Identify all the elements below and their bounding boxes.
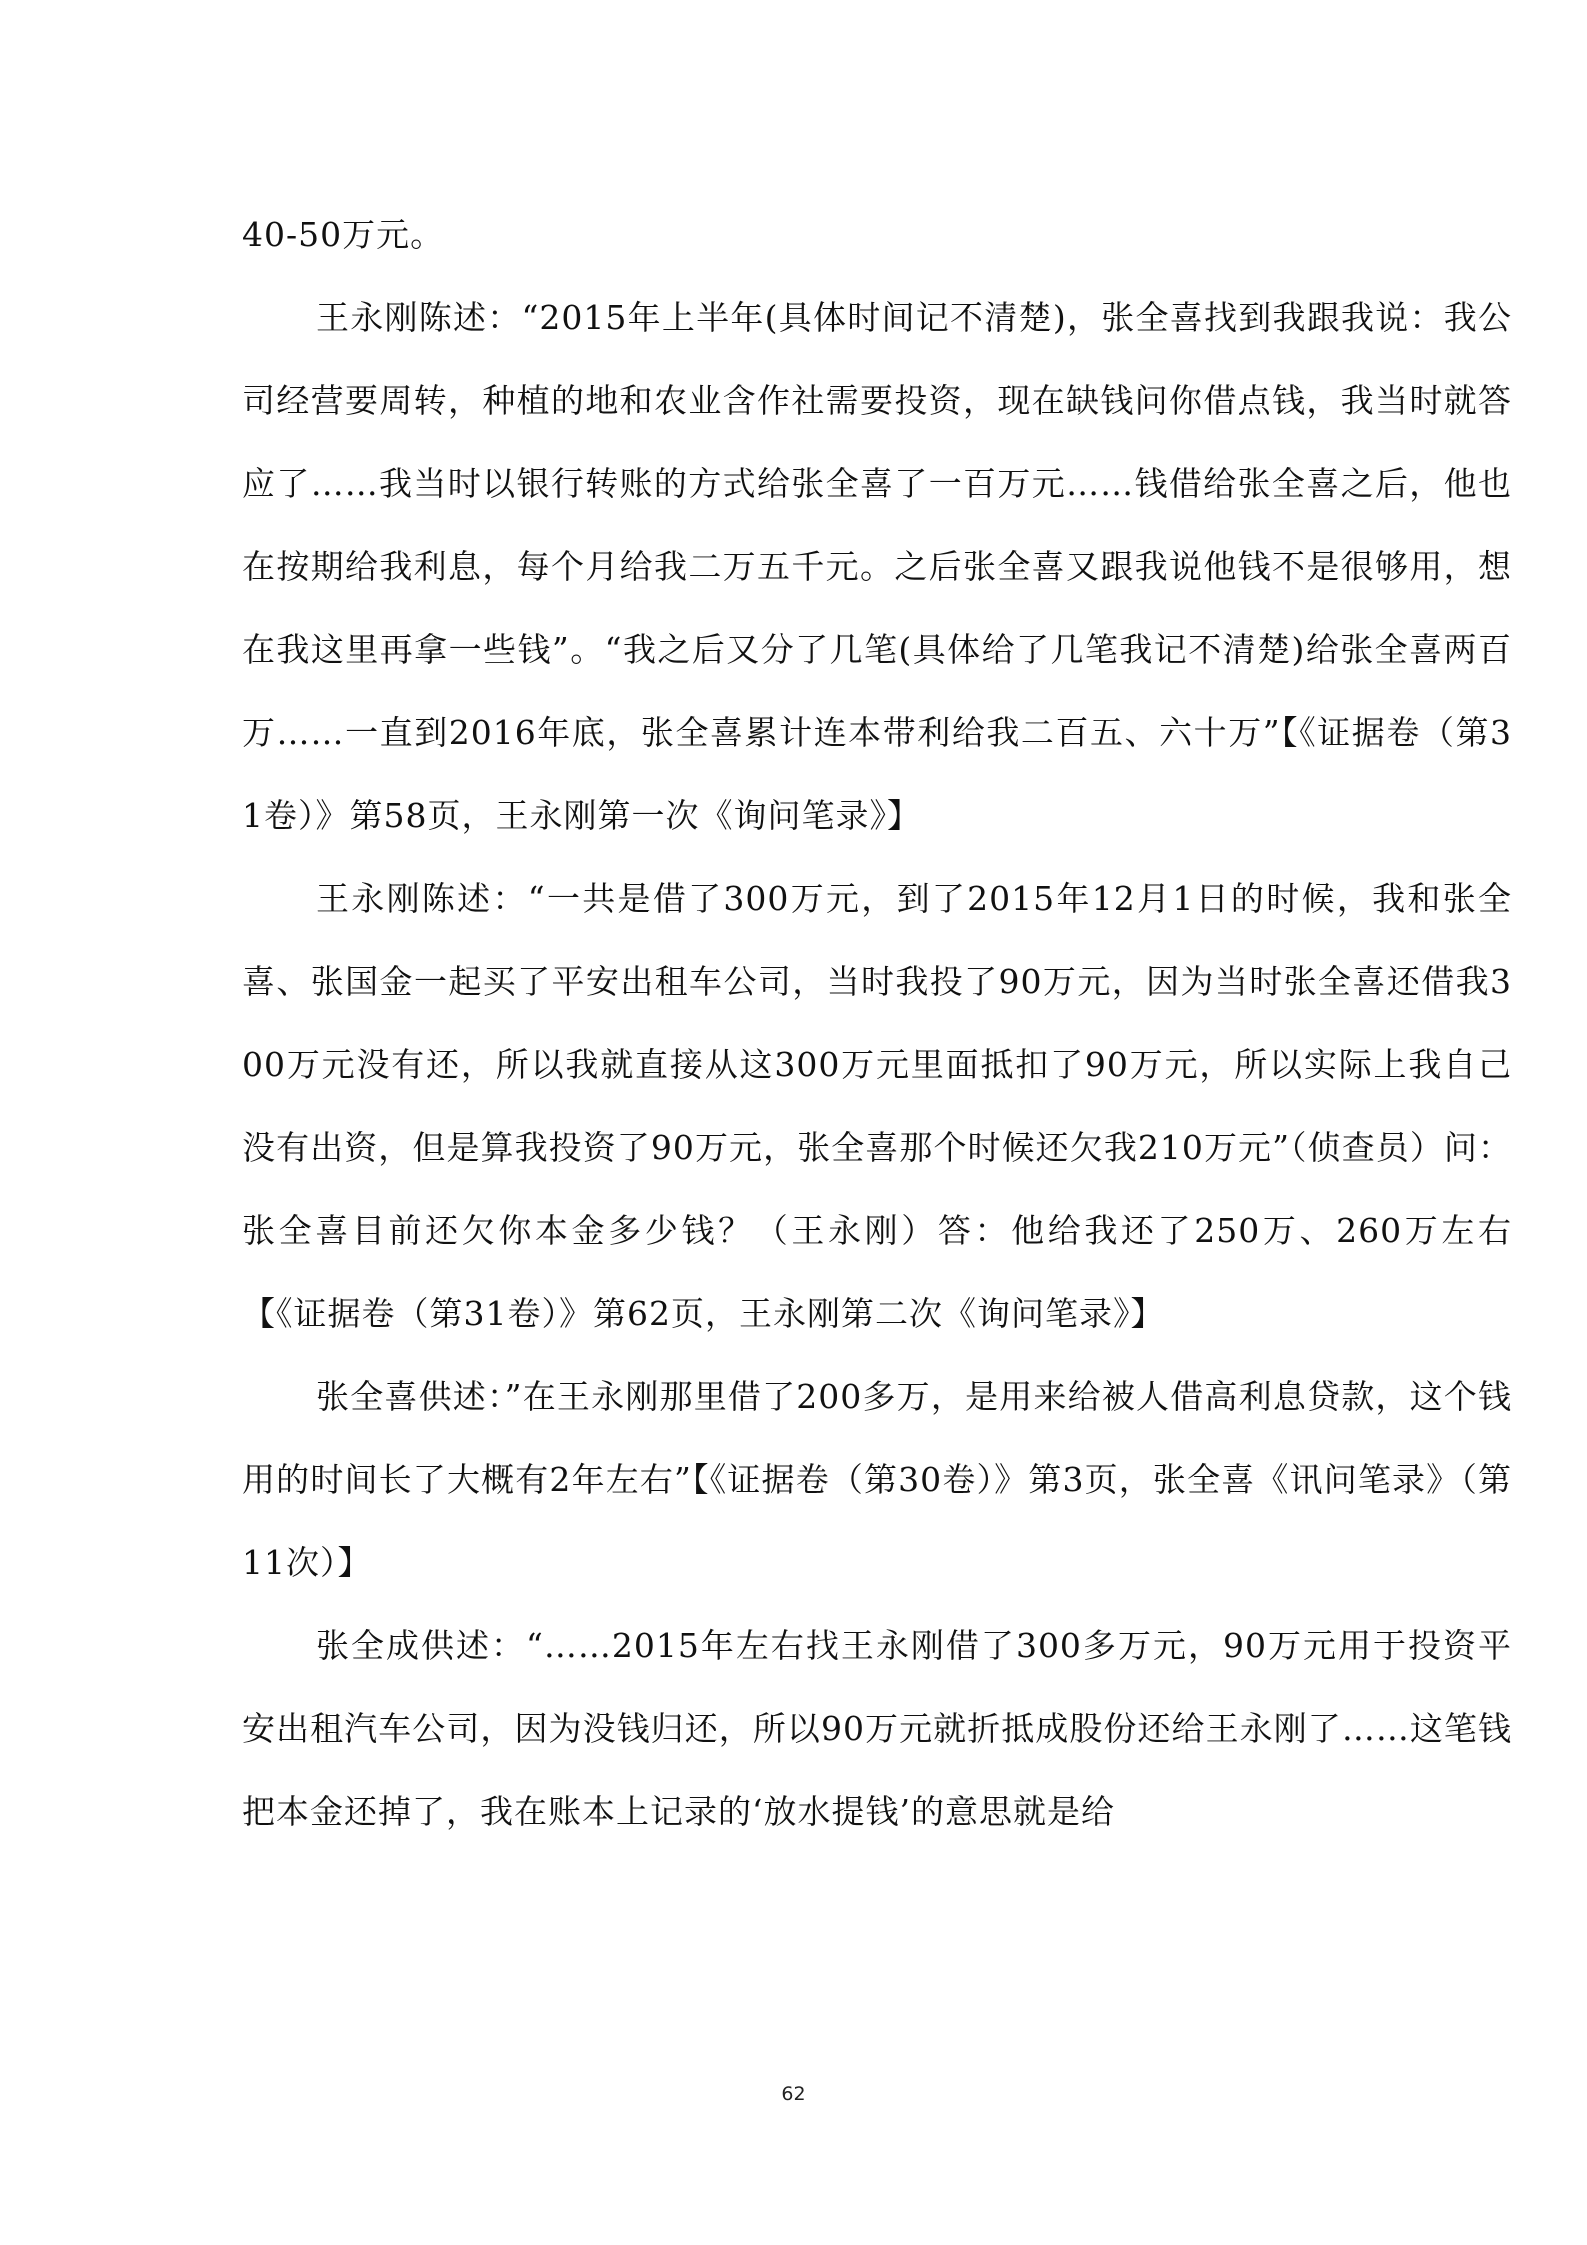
paragraph-continuation: 40-50万元。 [242,215,445,254]
paragraph-zhang-quancheng-confession: 张全成供述：“……2015年左右找王永刚借了300多万元，90万元用于投资平安出租汽车公司，因为没钱归还，所以90万元就折抵成股份还给王永刚了……这笔钱把本金还掉了，我在账本上记录的‘放水提钱’的意思就是给 [242,1626,1512,1831]
paragraph-zhang-quanxi-confession: 张全喜供述：”在王永刚那里借了200多万，是用来给被人借高利息贷款，这个钱用的时间长了大概有2年左右”【《证据卷（第30卷）》第3页，张全喜《讯问笔录》（第11次）】 [242,1377,1512,1582]
paragraph-wang-yonggang-statement-1: 王永刚陈述：“2015年上半年(具体时间记不清楚)，张全喜找到我跟我说：我公司经营要周转，种植的地和农业含作社需要投资，现在缺钱问你借点钱，我当时就答应了……我当时以银行转账的方式给张全喜了一百万元……钱借给张全喜之后，他也在按期给我利息，每个月给我二万五千元。之后张全喜又跟我说他钱不是很够用，想在我这里再拿一些钱”。“我之后又分了几笔(具体给了几笔我记不清楚)给张全喜两百万……一直到2016年底，张全喜累计连本带利给我二百五、六十万”【《证据卷（第31卷）》第58页，王永刚第一次《询问笔录》】 [242,298,1512,835]
paragraph-wang-yonggang-statement-2: 王永刚陈述：“一共是借了300万元，到了2015年12月1日的时候，我和张全喜、张国金一起买了平安出租车公司，当时我投了90万元，因为当时张全喜还借我300万元没有还，所以我就直接从这300万元里面抵扣了90万元，所以实际上我自己没有出资，但是算我投资了90万元，张全喜那个时候还欠我210万元”（侦查员）问：张全喜目前还欠你本金多少钱？（王永刚）答：他给我还了250万、260万左右【《证据卷（第31卷）》第62页，王永刚第二次《询问笔录》】 [242,879,1512,1333]
page-number: 62 [781,2083,806,2105]
document-body [242,193,1512,1853]
